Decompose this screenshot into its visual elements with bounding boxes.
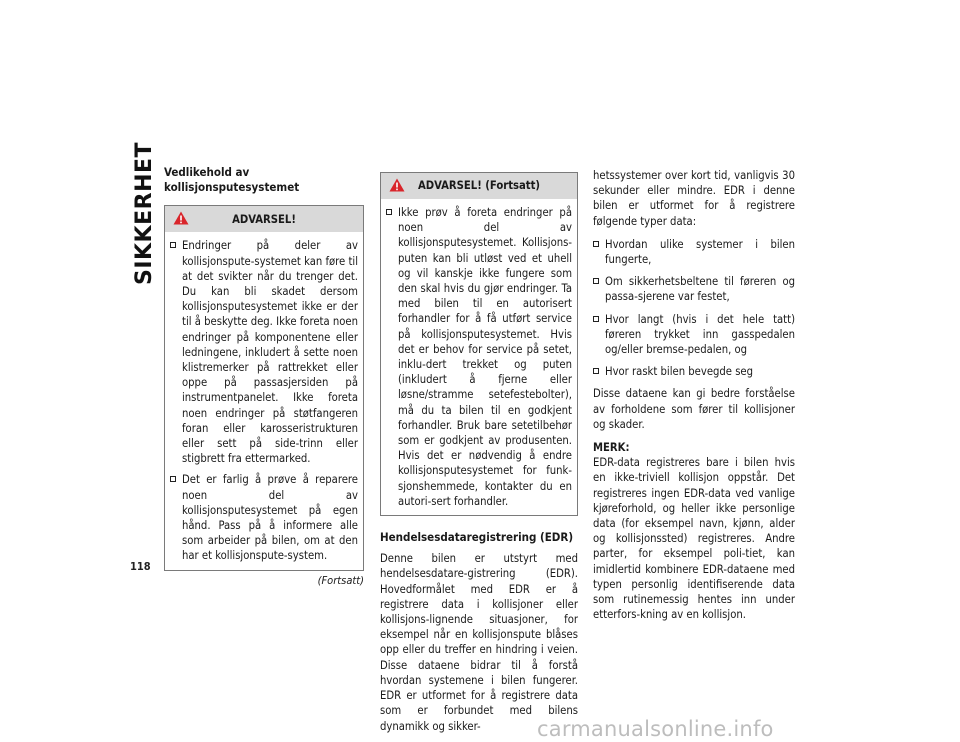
section-heading-edr: Hendelsesdataregistrering (EDR)	[380, 530, 574, 545]
continued-note: (Fortsatt)	[317, 573, 364, 587]
page-number: 118	[130, 560, 151, 573]
list-item: Det er farlig å prøve å reparere noen del av kollisjonsputesystemet på egen hånd. Pass på å informere alle som arbeider på bilen, om at den har et kollisjonspute-system.	[170, 472, 358, 563]
square-bullet-icon	[170, 476, 176, 482]
column-2	[380, 172, 578, 742]
column-3	[593, 168, 795, 630]
edr-intro-paragraph: hetssystemer over kort tid, vanligvis 30 sekunder eller mindre. EDR i denne bilen er utformet for å registrere følgende typer data:	[593, 169, 795, 228]
warning-box	[164, 205, 364, 570]
list-item: Ikke prøv å foreta endringer på noen del av kollisjonsputesystemet. Kollisjons-puten kan bli utløst ved et uhell og vil kanskje ikke fungere som den skal hvis du gjør endringer. Ta med bilen til en autorisert forhandler for å få utført service på kollisjonsputesystemet. Hvis det er behov for service på setet, inklu-dert trekket og puten (inkludert å fjerne eller løsne/stramme setefestebolter), må du ta bilen til en godkjent forhandler. Bruk bare setetilbehør som er godkjent av produsenten. Hvis det er nødvendig å endre kollisjonsputesystemet for funk-sjonshemmede, kontakter du en autori-sert forhandler.	[386, 205, 572, 509]
warning-title: ADVARSEL!	[232, 212, 296, 226]
warning-body	[165, 232, 363, 569]
square-bullet-icon	[593, 368, 599, 374]
list-item: Hvor raskt bilen bevegde seg	[593, 364, 795, 379]
warning-title: ADVARSEL! (Fortsatt)	[417, 179, 541, 193]
section-title: SIKKERHET	[132, 141, 158, 285]
section-heading-airbag-maintenance: Vedlikehold av kollisjonsputesystemet	[164, 165, 300, 195]
warning-body	[381, 199, 577, 515]
square-bullet-icon	[593, 278, 599, 284]
list-item: Hvordan ulike systemer i bilen fungerte,	[593, 237, 795, 267]
square-bullet-icon	[593, 316, 599, 322]
square-bullet-icon	[386, 209, 392, 215]
square-bullet-icon	[170, 242, 176, 248]
list-item: Hvor langt (hvis i det hele tatt) føreren trykket inn gasspedalen og/eller bremse-pedalen, og	[593, 312, 795, 358]
warning-triangle-icon	[389, 178, 405, 192]
watermark: carmanualsonline.info	[537, 717, 774, 741]
square-bullet-icon	[593, 241, 599, 247]
column-1	[164, 165, 364, 588]
list-item: Om sikkerhetsbeltene til føreren og passa-sjerene var festet,	[593, 274, 795, 304]
list-item: Endringer på deler av kollisjonspute-systemet kan føre til at det svikter når du trenger det. Du kan bli skadet dersom kollisjonsputesystemet ikke er der til å beskytte deg. Ikke foreta noen endringer på komponentene eller ledningene, inkludert å sette noen klistremerker på rattrekket eller oppe på passasjersiden på instrumentpanelet. Ikke foreta noen endringer på støtfangeren foran eller karosseristrukturen eller sett på side-trinn eller stigbrett fra ettermarked.	[170, 238, 358, 466]
warning-header	[381, 173, 577, 199]
warning-header	[165, 206, 363, 232]
note-title: MERK:	[593, 441, 630, 455]
note-paragraph: EDR-data registreres bare i bilen hvis en ikke-triviell kollisjon oppstår. Det registreres ingen EDR-data ved vanlige kjøreforhold, og heller ikke personlige data (for eksempel navn, kjønn, alder og kollisjonssted) registreres. Andre parter, for eksempel poli-tiet, kan imidlertid kombinere EDR-dataene med typen personlig identifiserende data som rutinemessig hentes inn under etterfors-kning av en kollisjon.	[593, 456, 795, 622]
conditions-paragraph: Disse dataene kan gi bedre forståelse av forholdene som fører til kollisjoner og skader.	[593, 387, 795, 431]
warning-box-continued	[380, 172, 578, 516]
edr-paragraph: Denne bilen er utstyrt med hendelsesdatare-gistrering (EDR). Hovedformålet med EDR er å registrere data i kollisjoner eller kollisjons-lignende situasjoner, for eksempel når en kollisjonspute blåses opp eller du treffer en hindring i veien. Disse dataene bidrar til å forstå hvordan systemene i bilen fungerer. EDR er utformet for å registrere data som er forbundet med bilens dynamikk og sikker-	[380, 552, 578, 733]
warning-triangle-icon	[173, 211, 189, 225]
